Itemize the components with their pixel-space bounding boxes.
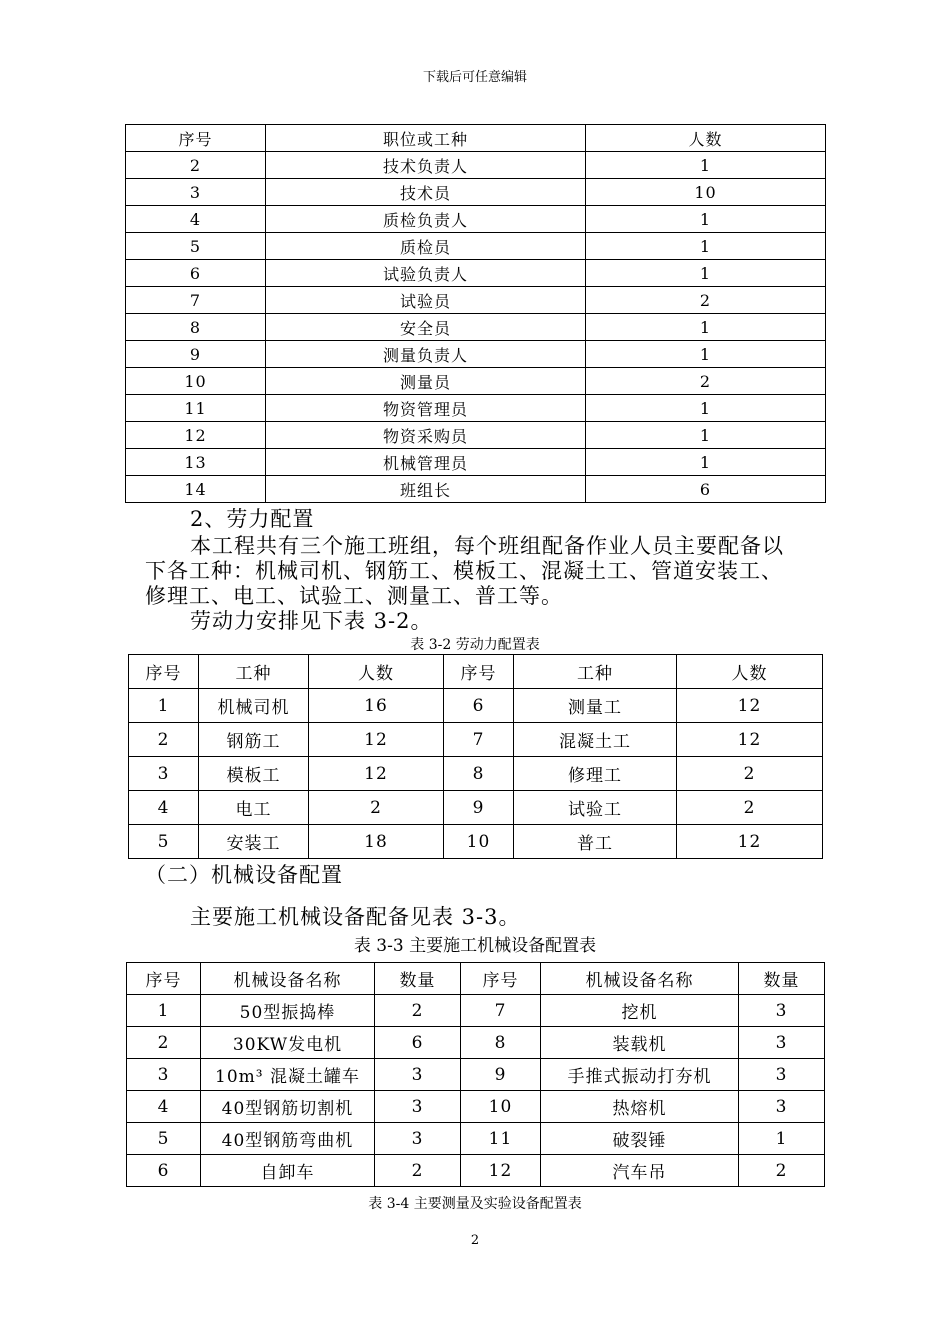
table-cell: 6 xyxy=(444,689,514,723)
labor-row xyxy=(129,723,823,757)
column-header: 序号 xyxy=(126,125,266,152)
page-number: 2 xyxy=(470,1233,480,1248)
table-cell: 1 xyxy=(586,395,826,422)
table-cell: 12 xyxy=(677,825,823,859)
column-header: 序号 xyxy=(127,963,201,995)
table-cell: 7 xyxy=(126,287,266,314)
header-row xyxy=(129,655,823,689)
staff-row xyxy=(126,422,826,449)
table-cell: 9 xyxy=(444,791,514,825)
staff-row xyxy=(126,206,826,233)
table-cell: 11 xyxy=(126,395,266,422)
staff-row xyxy=(126,233,826,260)
table-cell: 7 xyxy=(444,723,514,757)
column-header: 序号 xyxy=(444,655,514,689)
machinery-row xyxy=(127,995,825,1027)
table-cell: 测量员 xyxy=(266,368,586,395)
machine-paragraph: 主要施工机械设备配备见表 3-3。 xyxy=(190,905,521,929)
table-cell: 技术负责人 xyxy=(266,152,586,179)
table-cell: 3 xyxy=(127,1059,201,1091)
column-header: 人数 xyxy=(586,125,826,152)
table-cell: 9 xyxy=(126,341,266,368)
staff-row xyxy=(126,287,826,314)
labor-row xyxy=(129,791,823,825)
machinery-row xyxy=(127,1027,825,1059)
table-cell: 2 xyxy=(309,791,444,825)
table-cell: 手推式振动打夯机 xyxy=(541,1059,739,1091)
staff-row xyxy=(126,341,826,368)
column-header: 工种 xyxy=(514,655,677,689)
table-cell: 10 xyxy=(586,179,826,206)
table-cell: 1 xyxy=(586,449,826,476)
table-cell: 1 xyxy=(586,233,826,260)
labor-heading: 2、劳力配置 xyxy=(190,507,315,531)
table-cell: 3 xyxy=(129,757,199,791)
column-header: 数量 xyxy=(739,963,825,995)
table-cell: 2 xyxy=(739,1155,825,1187)
table-cell: 6 xyxy=(126,260,266,287)
table-cell: 11 xyxy=(461,1123,541,1155)
table-cell: 5 xyxy=(129,825,199,859)
table-cell: 16 xyxy=(309,689,444,723)
labor-paragraph-line-2: 下各工种：机械司机、钢筋工、模板工、混凝土工、管道安装工、 xyxy=(145,559,783,583)
column-header: 职位或工种 xyxy=(266,125,586,152)
table-cell: 8 xyxy=(461,1027,541,1059)
table-cell: 12 xyxy=(677,689,823,723)
table-cell: 模板工 xyxy=(199,757,309,791)
table-cell: 普工 xyxy=(514,825,677,859)
table-cell: 测量负责人 xyxy=(266,341,586,368)
table-cell: 1 xyxy=(127,995,201,1027)
table-cell: 热熔机 xyxy=(541,1091,739,1123)
labor-row xyxy=(129,825,823,859)
header-row xyxy=(126,125,826,152)
table-cell: 6 xyxy=(127,1155,201,1187)
column-header: 工种 xyxy=(199,655,309,689)
table-3-3-caption: 表 3-3 主要施工机械设备配置表 xyxy=(353,936,597,956)
table-cell: 机械管理员 xyxy=(266,449,586,476)
page-header: 下载后可任意编辑 xyxy=(422,70,527,85)
table-cell: 14 xyxy=(126,476,266,503)
column-header: 人数 xyxy=(677,655,823,689)
labor-row xyxy=(129,689,823,723)
machinery-row xyxy=(127,1155,825,1187)
table-cell: 3 xyxy=(739,1059,825,1091)
machinery-row xyxy=(127,1123,825,1155)
table-cell: 自卸车 xyxy=(201,1155,375,1187)
table-cell: 1 xyxy=(129,689,199,723)
table-cell: 1 xyxy=(739,1123,825,1155)
table-cell: 12 xyxy=(309,757,444,791)
table-cell: 1 xyxy=(586,341,826,368)
table-cell: 混凝土工 xyxy=(514,723,677,757)
staff-row xyxy=(126,395,826,422)
table-cell: 班组长 xyxy=(266,476,586,503)
table-cell: 3 xyxy=(375,1091,461,1123)
table-cell: 2 xyxy=(586,368,826,395)
table-cell: 5 xyxy=(126,233,266,260)
table-cell: 质检员 xyxy=(266,233,586,260)
table-3-2-caption: 表 3-2 劳动力配置表 xyxy=(410,637,540,653)
table-cell: 质检负责人 xyxy=(266,206,586,233)
table-cell: 2 xyxy=(127,1027,201,1059)
machine-heading: （二）机械设备配置 xyxy=(145,863,343,887)
table-cell: 3 xyxy=(375,1123,461,1155)
column-header: 序号 xyxy=(461,963,541,995)
table-cell: 10m³ 混凝土罐车 xyxy=(201,1059,375,1091)
table-cell: 2 xyxy=(126,152,266,179)
table-cell: 12 xyxy=(677,723,823,757)
labor-row xyxy=(129,757,823,791)
table-cell: 1 xyxy=(586,422,826,449)
table-cell: 5 xyxy=(127,1123,201,1155)
table-cell: 汽车吊 xyxy=(541,1155,739,1187)
table-cell: 10 xyxy=(444,825,514,859)
table-cell: 3 xyxy=(739,1027,825,1059)
table-cell: 安全员 xyxy=(266,314,586,341)
table-cell: 8 xyxy=(444,757,514,791)
labor-table xyxy=(128,654,823,859)
table-cell: 破裂锤 xyxy=(541,1123,739,1155)
staff-table xyxy=(125,124,826,503)
table-cell: 机械司机 xyxy=(199,689,309,723)
table-cell: 1 xyxy=(586,152,826,179)
table-cell: 试验员 xyxy=(266,287,586,314)
table-cell: 40型钢筋切割机 xyxy=(201,1091,375,1123)
table-cell: 2 xyxy=(586,287,826,314)
table-cell: 2 xyxy=(375,995,461,1027)
table-cell: 18 xyxy=(309,825,444,859)
machinery-row xyxy=(127,1059,825,1091)
table-cell: 物资采购员 xyxy=(266,422,586,449)
table-cell: 1 xyxy=(586,260,826,287)
table-cell: 2 xyxy=(129,723,199,757)
table-cell: 1 xyxy=(586,314,826,341)
table-cell: 8 xyxy=(126,314,266,341)
table-cell: 修理工 xyxy=(514,757,677,791)
staff-row xyxy=(126,152,826,179)
staff-row xyxy=(126,179,826,206)
table-cell: 30KW发电机 xyxy=(201,1027,375,1059)
table-cell: 4 xyxy=(126,206,266,233)
table-cell: 2 xyxy=(677,757,823,791)
machinery-table xyxy=(126,962,825,1187)
labor-paragraph-line-3: 修理工、电工、试验工、测量工、普工等。 xyxy=(145,584,563,608)
table-cell: 物资管理员 xyxy=(266,395,586,422)
table-cell: 装载机 xyxy=(541,1027,739,1059)
column-header: 数量 xyxy=(375,963,461,995)
column-header: 人数 xyxy=(309,655,444,689)
header-row xyxy=(127,963,825,995)
table-cell: 3 xyxy=(375,1059,461,1091)
staff-row xyxy=(126,260,826,287)
table-cell: 4 xyxy=(129,791,199,825)
table-cell: 试验负责人 xyxy=(266,260,586,287)
table-cell: 7 xyxy=(461,995,541,1027)
table-cell: 6 xyxy=(375,1027,461,1059)
staff-row xyxy=(126,314,826,341)
staff-row xyxy=(126,368,826,395)
table-cell: 3 xyxy=(126,179,266,206)
column-header: 机械设备名称 xyxy=(541,963,739,995)
table-cell: 钢筋工 xyxy=(199,723,309,757)
table-cell: 安装工 xyxy=(199,825,309,859)
table-cell: 12 xyxy=(309,723,444,757)
table-cell: 9 xyxy=(461,1059,541,1091)
table-3-4-caption: 表 3-4 主要测量及实验设备配置表 xyxy=(368,1196,582,1212)
table-cell: 40型钢筋弯曲机 xyxy=(201,1123,375,1155)
table-cell: 4 xyxy=(127,1091,201,1123)
staff-row xyxy=(126,449,826,476)
table-cell: 3 xyxy=(739,995,825,1027)
table-cell: 2 xyxy=(677,791,823,825)
labor-paragraph-line-1: 本工程共有三个施工班组，每个班组配备作业人员主要配备以 xyxy=(190,534,784,558)
table-cell: 13 xyxy=(126,449,266,476)
table-cell: 10 xyxy=(126,368,266,395)
table-cell: 2 xyxy=(375,1155,461,1187)
table-cell: 挖机 xyxy=(541,995,739,1027)
labor-paragraph-line-4: 劳动力安排见下表 3-2。 xyxy=(190,609,433,633)
table-cell: 10 xyxy=(461,1091,541,1123)
table-cell: 技术员 xyxy=(266,179,586,206)
table-cell: 电工 xyxy=(199,791,309,825)
table-cell: 12 xyxy=(126,422,266,449)
table-cell: 3 xyxy=(739,1091,825,1123)
table-cell: 50型振捣棒 xyxy=(201,995,375,1027)
table-cell: 测量工 xyxy=(514,689,677,723)
table-cell: 1 xyxy=(586,206,826,233)
column-header: 序号 xyxy=(129,655,199,689)
staff-row xyxy=(126,476,826,503)
machinery-row xyxy=(127,1091,825,1123)
table-cell: 6 xyxy=(586,476,826,503)
table-cell: 试验工 xyxy=(514,791,677,825)
column-header: 机械设备名称 xyxy=(201,963,375,995)
table-cell: 12 xyxy=(461,1155,541,1187)
